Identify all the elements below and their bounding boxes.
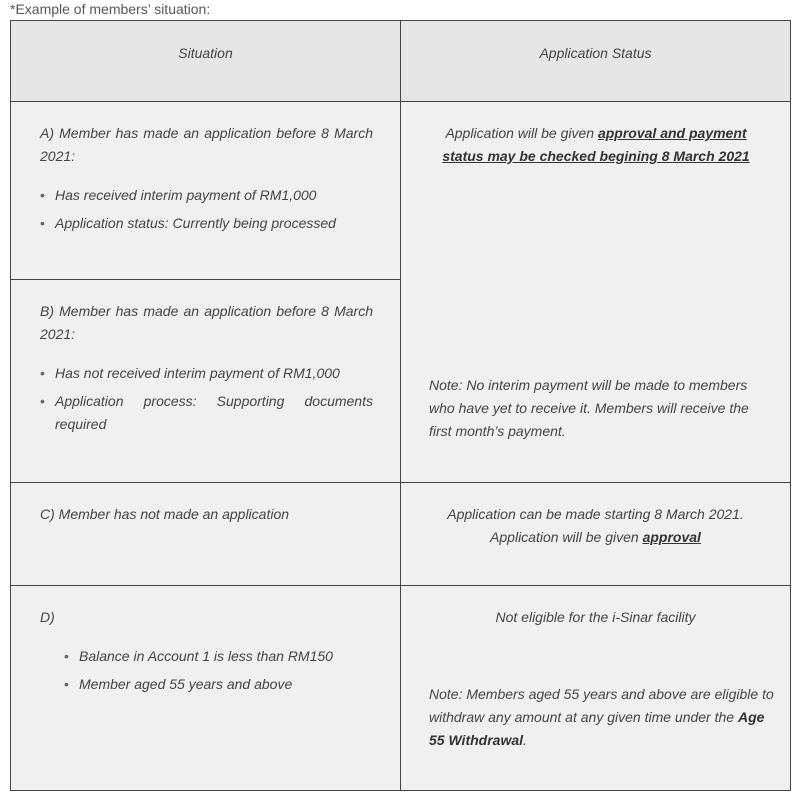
row-ab-note: Note: No interim payment will be made to members who have yet to receive it. Members will receive the first month’s payment. bbox=[429, 377, 749, 439]
row-a-bullets bbox=[40, 184, 373, 235]
table-caption: *Example of members’ situation: bbox=[10, 1, 211, 17]
row-c-situation: C) Member has not made an application bbox=[40, 506, 290, 522]
row-c-status-line2 bbox=[401, 526, 790, 549]
row-d-note-bold: Age 55 Withdrawal bbox=[429, 709, 765, 748]
row-ab-status bbox=[436, 122, 756, 168]
column-divider bbox=[400, 21, 401, 790]
row-d-note bbox=[429, 683, 774, 752]
row-divider bbox=[11, 482, 790, 483]
list-item: • Application process: Supporting documents required bbox=[40, 390, 373, 436]
list-item: • Has not received interim payment of RM1,000 bbox=[40, 362, 373, 385]
list-item: • Member aged 55 years and above bbox=[64, 673, 380, 696]
row-b-bullets bbox=[40, 362, 373, 436]
row-b-title: B) Member has made an application before 8 March 2021: bbox=[40, 303, 373, 342]
row-c-status-line1: Application can be made starting 8 March 2021. bbox=[447, 506, 744, 522]
row-b-situation bbox=[40, 300, 373, 436]
row-a-situation bbox=[40, 122, 373, 235]
row-d-note-suffix: . bbox=[523, 732, 527, 748]
row-ab-status-bold: approval and payment status may be checked begining 8 March 2021 bbox=[442, 125, 750, 164]
row-d-situation bbox=[40, 606, 380, 696]
row-d-note-prefix: Note: Members aged 55 years and above are eligible to withdraw any amount at any given time under the bbox=[429, 686, 774, 725]
list-item: • Balance in Account 1 is less than RM150 bbox=[64, 645, 380, 668]
row-divider bbox=[11, 279, 400, 280]
situation-table bbox=[10, 20, 791, 791]
row-divider bbox=[11, 101, 790, 102]
row-divider bbox=[11, 585, 790, 586]
row-d-status: Not eligible for the i-Sinar facility bbox=[495, 609, 696, 625]
header-situation: Situation bbox=[178, 45, 233, 61]
list-item: • Application status: Currently being processed bbox=[40, 212, 373, 235]
row-d-title: D) bbox=[40, 609, 55, 625]
row-c-status-prefix: Application will be given bbox=[490, 529, 643, 545]
header-application-status: Application Status bbox=[539, 45, 652, 61]
row-c-status bbox=[401, 503, 790, 549]
list-item: • Has received interim payment of RM1,000 bbox=[40, 184, 373, 207]
row-a-title: A) Member has made an application before 8 March 2021: bbox=[40, 125, 373, 164]
row-ab-status-prefix: Application will be given bbox=[445, 125, 598, 141]
row-d-bullets bbox=[40, 645, 380, 696]
row-c-status-bold: approval bbox=[642, 529, 701, 545]
